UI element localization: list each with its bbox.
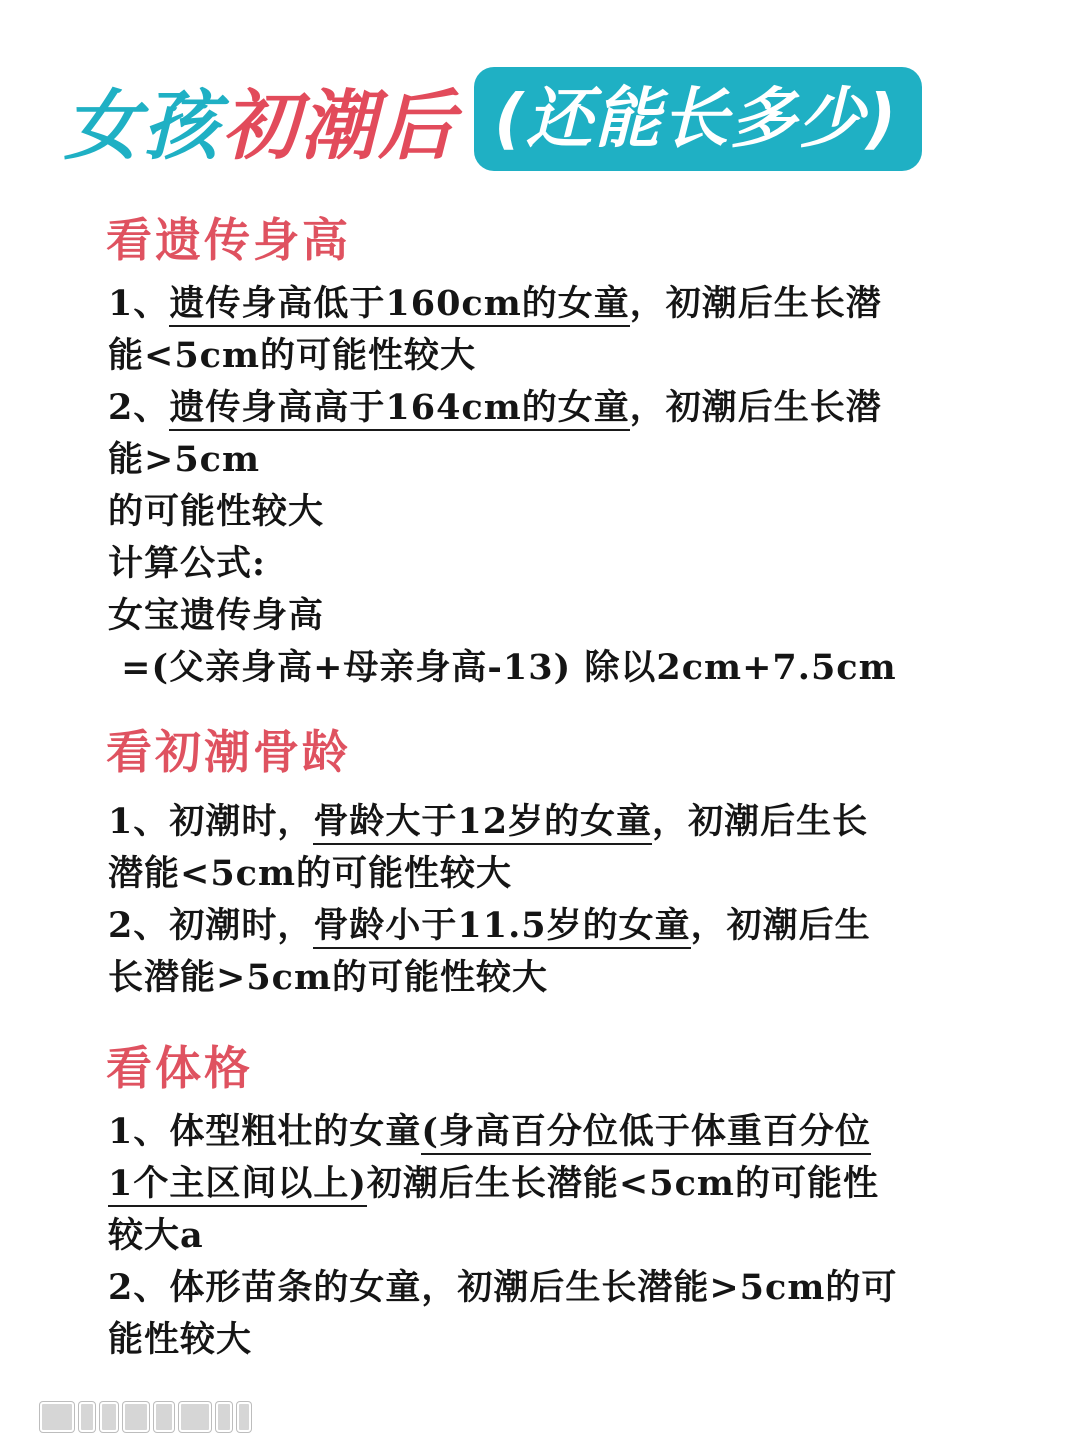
section-heading-genetic-height: 看遗传身高 <box>106 213 351 267</box>
physique-line-5 <box>108 1314 252 1366</box>
formula-label <box>108 538 266 590</box>
bone-age-line-3 <box>108 900 871 952</box>
line-text: 1、初潮时， <box>108 801 314 842</box>
page-title <box>64 64 922 174</box>
physique-line-3 <box>108 1210 204 1262</box>
physique-line-2 <box>108 1158 879 1210</box>
underlined-text: 遗传身高低于160cm的女童 <box>169 283 629 327</box>
underlined-text: (身高百分位低于体重百分位 <box>421 1111 871 1155</box>
line-text: 能性较大 <box>108 1319 253 1360</box>
line-text: =(父亲身高+母亲身高-13) 除以2cm+7.5cm <box>108 647 897 688</box>
genetic-line-4 <box>108 434 260 486</box>
underlined-text: 1个主区间以上) <box>108 1163 367 1207</box>
formula-expression <box>108 642 897 694</box>
line-text: 能<5cm的可能性较大 <box>108 335 477 376</box>
line-text: 女宝遗传身高 <box>108 595 325 636</box>
line-text: 2、体形苗条的女童，初潮后生长潜能>5cm的可 <box>108 1267 898 1308</box>
genetic-line-2 <box>108 330 476 382</box>
physique-line-1 <box>108 1106 871 1158</box>
line-text: 较大a <box>108 1215 204 1256</box>
line-text: ，初潮后生 <box>690 905 871 946</box>
line-text: 初潮后生长潜能<5cm的可能性 <box>366 1163 879 1204</box>
physique-line-4 <box>108 1262 897 1314</box>
underlined-text: 遗传身高高于164cm的女童 <box>169 387 629 431</box>
title-part-girl: 女孩 <box>64 80 220 170</box>
line-text: 2、 <box>108 387 170 428</box>
underlined-text: 骨龄大于12岁的女童 <box>313 801 652 845</box>
section-heading-physique: 看体格 <box>106 1041 253 1095</box>
line-text: 计算公式: <box>108 543 266 584</box>
watermark-block <box>123 1402 149 1432</box>
line-text: 能>5cm <box>108 439 261 480</box>
title-part-after-menarche: 初潮后 <box>222 80 456 170</box>
line-text: ，初潮后生长潜 <box>629 387 882 428</box>
watermark-block <box>179 1402 211 1432</box>
watermark-block <box>216 1402 232 1432</box>
watermark-block <box>237 1402 251 1432</box>
line-text: 的可能性较大 <box>108 491 325 532</box>
line-text: 1、体型粗壮的女童 <box>108 1111 422 1152</box>
watermark-block <box>79 1402 95 1432</box>
line-text: ，初潮后生长 <box>652 801 869 842</box>
bone-age-line-1 <box>108 796 868 848</box>
line-text: ，初潮后生长潜 <box>629 283 882 324</box>
line-text: 潜能<5cm的可能性较大 <box>108 853 513 894</box>
section-heading-bone-age: 看初潮骨龄 <box>106 725 351 779</box>
watermark-block <box>100 1402 118 1432</box>
underlined-text: 骨龄小于11.5岁的女童 <box>313 905 690 949</box>
genetic-line-1 <box>108 278 882 330</box>
bone-age-line-4 <box>108 952 548 1004</box>
line-text: 2、初潮时， <box>108 905 314 946</box>
genetic-line-3 <box>108 382 882 434</box>
line-text: 长潜能>5cm的可能性较大 <box>108 957 549 998</box>
formula-subject <box>108 590 324 642</box>
watermark-block <box>154 1402 174 1432</box>
title-badge: (还能长多少) <box>474 67 922 171</box>
bone-age-line-2 <box>108 848 512 900</box>
line-text: 1、 <box>108 283 170 324</box>
watermark-block <box>40 1402 74 1432</box>
watermark-logo <box>40 1402 251 1432</box>
genetic-line-5 <box>108 486 324 538</box>
